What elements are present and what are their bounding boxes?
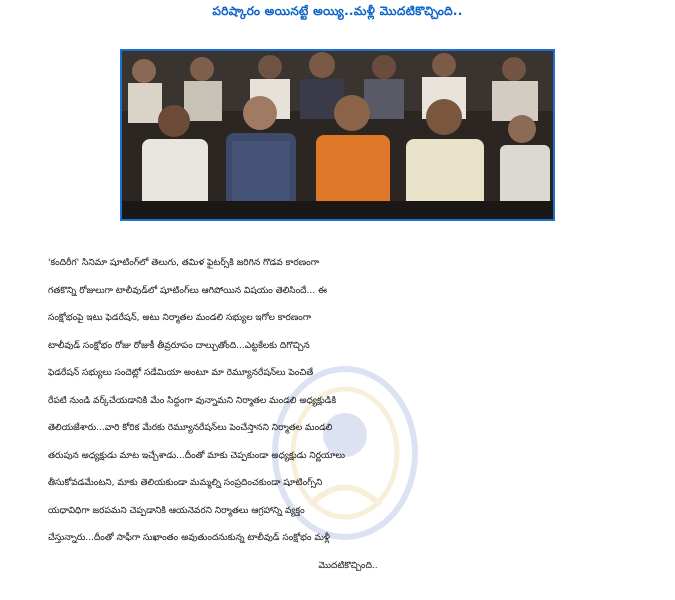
article-line: సంక్షోభంపై ఇటు ఫెడరేషన్, అటు నిర్మాతల మండలి సభ్యుల ఇగోల కారణంగా	[48, 313, 312, 323]
article-line: తీసుకోవడమేంటని, మాకు తెలియకుండా మమ్మల్ని సంప్రదించకుండా షూటింగ్స్‌ని	[48, 478, 323, 488]
article-headline: పరిష్కారం అయినట్టే అయ్యి..మళ్లీ మొదటికొచ్చింది..	[212, 4, 463, 18]
article-line: తెలియజేశారు...వారి కోరిక మేరకు రెమ్యూనరేషన్‌లు పెంచేస్తానని నిర్మాతల మండలి	[48, 423, 333, 433]
article-line: చేస్తున్నారు...దీంతో సాఫీగా సుఖాంతం అవుతుందనుకున్న టాలీవుడ్ సంక్షోభం మళ్లీ	[48, 533, 330, 543]
article-line: రేపటి నుండి వర్క్‌చేయడానికి మేం సిద్దంగా వున్నామని నిర్మాతల మండలి అధ్యక్షుడికి	[48, 395, 337, 406]
article-line: ఫెడరేషన్ సభ్యులు సందెట్లో సడేమియా అంటూ మా రెమ్యూనరేషన్‌లు పెంచితే	[48, 368, 314, 378]
article-line: 'కందిరీగ' సినిమా షూటింగ్‌లో తెలుగు, తమిళ ఫైటర్స్‌కి జరిగిన గొడవ కారణంగా	[48, 258, 319, 268]
group-photo-icon	[122, 51, 553, 219]
group-photo	[120, 49, 555, 221]
article-line: మొదటికొచ్చింది..	[318, 560, 378, 571]
table-edge	[122, 201, 553, 219]
article-body	[48, 250, 648, 580]
article-line: టాలీవుడ్ సంక్షోభం రోజు రోజుకీ తీవ్రరూపం దాల్చుతోంది...ఎట్టకేలకు దిగొచ్చిన	[48, 340, 310, 351]
article-line: యధావిధిగా జరపమని చెప్పడానికి ఆయనెవరని నిర్మాతలు ఆగ్రహాన్ని వ్యక్తం	[48, 505, 305, 516]
article-line: తరుపున అధ్యక్షుడు మాట ఇచ్చేశాడు...దీంతో మాకు చెప్పకుండా అధ్యక్షుడు నిర్ణయాలు	[48, 450, 346, 461]
article-line: గతకొన్ని రోజులుగా టాలీవుడ్‌లో షూటింగ్‌లు ఆగిపోయిన విషయం తెలిసిందే... ఈ	[48, 285, 327, 296]
